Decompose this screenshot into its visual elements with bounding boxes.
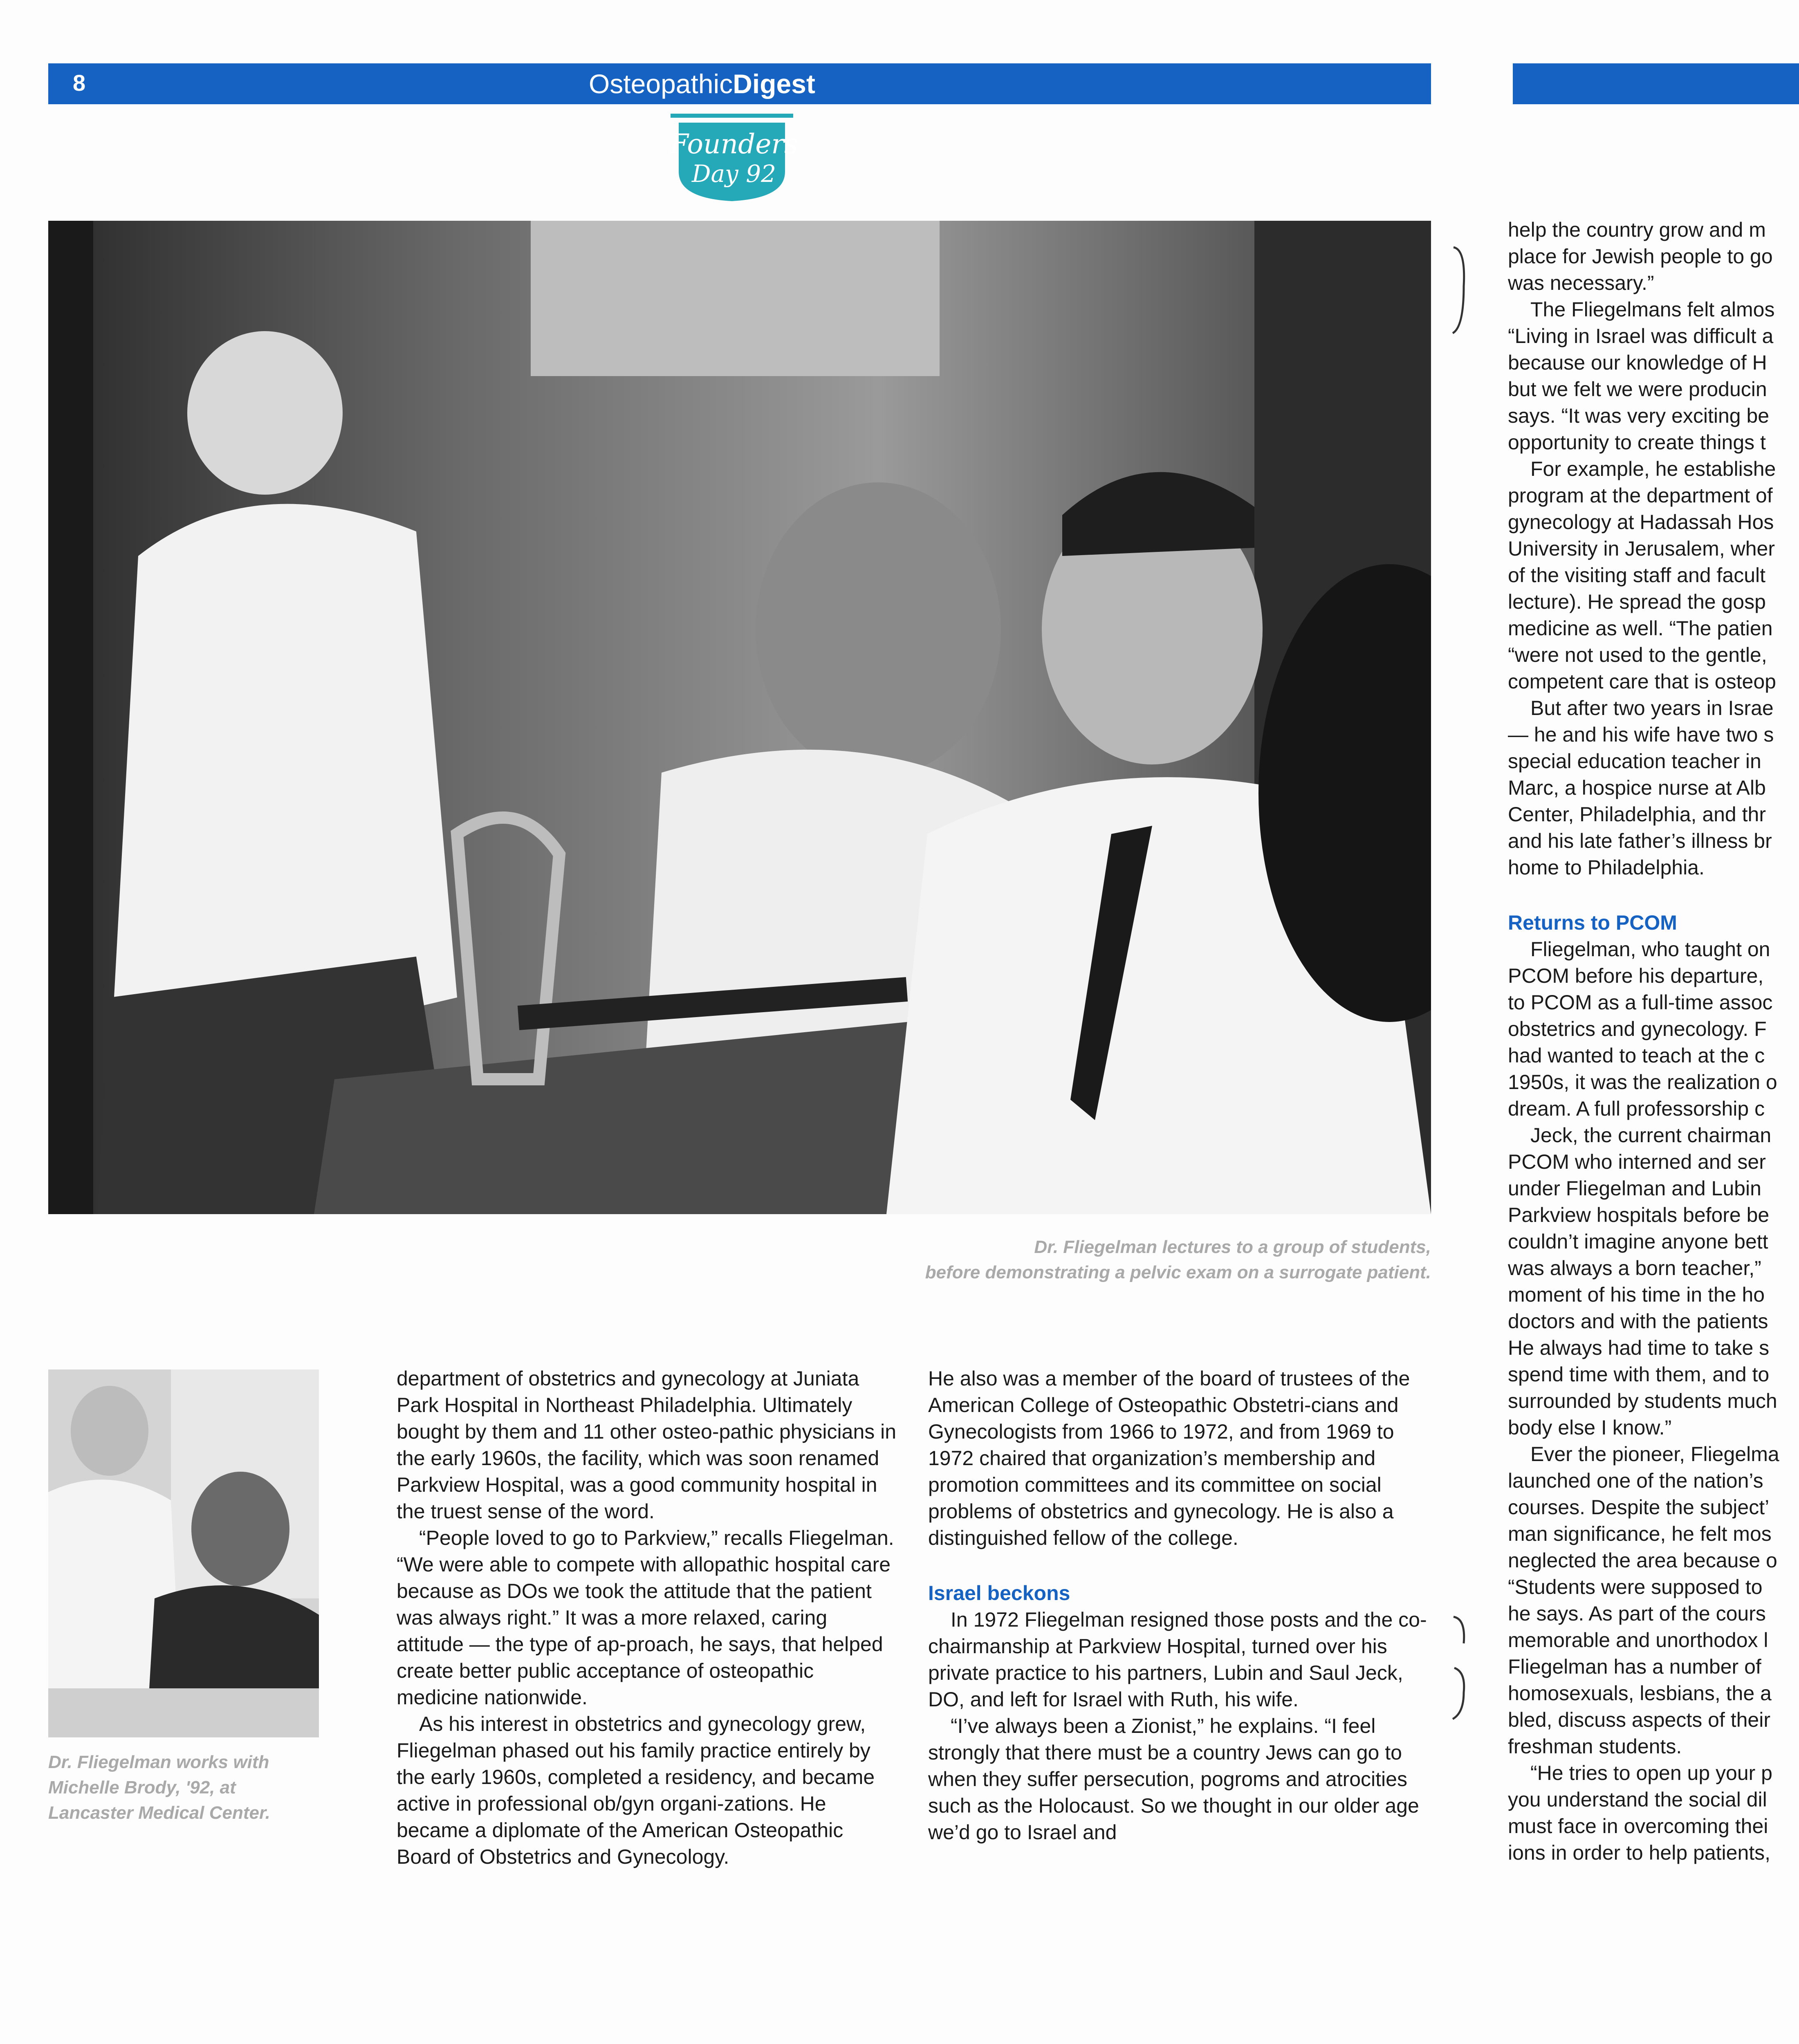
text-line: to PCOM as a full-time assoc: [1508, 991, 1773, 1014]
paragraph: In 1972 Fliegelman resigned those posts and the co-chairmanship at Parkview Hospital, turned over his private practice to his partners, Lubin and Saul Jeck, DO, and left for Israel with Ruth, his wife.: [928, 1608, 1427, 1711]
text-line: launched one of the nation’s: [1508, 1469, 1763, 1492]
text-line: courses. Despite the subject’: [1508, 1496, 1770, 1519]
text-line: surrounded by students much: [1508, 1390, 1777, 1412]
text-line: and his late father’s illness br: [1508, 829, 1772, 852]
margin-bracket: [1449, 245, 1474, 335]
text-line: gynecology at Hadassah Hos: [1508, 511, 1774, 533]
section-heading: Israel beckons: [928, 1582, 1070, 1605]
section-heading: Returns to PCOM: [1508, 911, 1677, 934]
article-column-2: [928, 1365, 1431, 1846]
main-caption-line: Dr. Fliegelman lectures to a group of students,: [1034, 1237, 1431, 1257]
founders-day-logo: [662, 110, 801, 204]
text-line: neglected the area because o: [1508, 1549, 1777, 1572]
text-line: had wanted to teach at the c: [1508, 1044, 1765, 1067]
text-line: because our knowledge of H: [1508, 351, 1767, 374]
text-line: but we felt we were producin: [1508, 378, 1767, 401]
text-line: obstetrics and gynecology. F: [1508, 1018, 1767, 1040]
text-line: must face in overcoming thei: [1508, 1815, 1768, 1838]
paragraph: “I’ve always been a Zionist,” he explains. “I feel strongly that there must be a country Jews can go to when they suffer persecution, pogroms and atrocities such as the Holocaust. So we thought in our older age we’d go to Israel and: [928, 1715, 1419, 1844]
text-line: program at the department of: [1508, 484, 1773, 507]
text-line: bled, discuss aspects of their: [1508, 1708, 1770, 1731]
small-photo-caption: [48, 1750, 334, 1826]
column-3-part-a: [1508, 217, 1799, 881]
page-number: 8: [73, 70, 86, 96]
text-line: “He tries to open up your p: [1530, 1762, 1772, 1784]
text-line: special education teacher in: [1508, 750, 1761, 773]
text-line: Parkview hospitals before be: [1508, 1204, 1770, 1226]
text-line: medicine as well. “The patien: [1508, 617, 1773, 640]
text-line: Marc, a hospice nurse at Alb: [1508, 776, 1766, 799]
text-line: University in Jerusalem, wher: [1508, 537, 1775, 560]
text-line: he says. As part of the cours: [1508, 1602, 1766, 1625]
text-line: of the visiting staff and facult: [1508, 564, 1766, 587]
text-line: Center, Philadelphia, and thr: [1508, 803, 1766, 826]
text-line: lecture). He spread the gosp: [1508, 590, 1766, 613]
paragraph: As his interest in obstetrics and gynecology grew, Fliegelman phased out his family practice entirely by the early 1960s, completed a residency, and became active in professional ob/gyn organi-zations. He became a diplomate of the American Osteopathic Board of Obstetrics and Gynecology.: [397, 1712, 875, 1868]
main-photo: [48, 221, 1431, 1214]
article-column-1: [397, 1365, 900, 1870]
small-caption-line: Lancaster Medical Center.: [48, 1803, 270, 1823]
text-line: But after two years in Israe: [1530, 697, 1774, 719]
header-band-right: [1513, 63, 1799, 104]
column-3-part-b: [1508, 936, 1799, 1866]
main-caption-line: before demonstrating a pelvic exam on a surrogate patient.: [925, 1262, 1431, 1282]
text-line: Fliegelman, who taught on: [1530, 938, 1770, 961]
paragraph: “People loved to go to Parkview,” recalls Fliegelman. “We were able to compete with allopathic hospital care because as DOs we took the attitude that the patient was always right.” It was a more relaxed, caring attitude — the type of ap-proach, he says, that helped create better public acceptance of osteopathic medicine nationwide.: [397, 1526, 894, 1709]
text-line: competent care that is osteop: [1508, 670, 1776, 693]
text-line: He always had time to take s: [1508, 1336, 1770, 1359]
text-line: man significance, he felt mos: [1508, 1522, 1772, 1545]
masthead-bold: Digest: [733, 69, 815, 99]
text-line: opportunity to create things t: [1508, 431, 1766, 454]
masthead: [589, 65, 957, 102]
text-line: was necessary.”: [1508, 271, 1654, 294]
text-line: “were not used to the gentle,: [1508, 643, 1767, 666]
margin-bracket: [1449, 1615, 1474, 1721]
small-photo: [48, 1369, 319, 1737]
text-line: — he and his wife have two s: [1508, 723, 1774, 746]
text-line: doctors and with the patients: [1508, 1310, 1768, 1333]
text-line: memorable and unorthodox l: [1508, 1629, 1768, 1652]
main-photo-caption: [777, 1235, 1431, 1285]
text-line: Jeck, the current chairman: [1530, 1124, 1772, 1147]
paragraph: department of obstetrics and gynecology at Juniata Park Hospital in Northeast Philadelphia. Ultimately bought by them and 11 other osteo-pathic physicians in the early 1960s, the facility, which was soon renamed Parkview Hospital, was a good community hospital in the truest sense of the word.: [397, 1367, 897, 1523]
text-line: Fliegelman has a number of: [1508, 1655, 1761, 1678]
text-line: freshman students.: [1508, 1735, 1682, 1758]
text-line: was always a born teacher,”: [1508, 1257, 1761, 1280]
paragraph: He also was a member of the board of trustees of the American College of Osteopathic Obstetri-cians and Gynecologists from 1966 to 1972, and from 1969 to 1972 chaired that organization’s membership and promotion committees and its committee on social problems of obstetrics and gynecology. He is also a distinguished fellow of the college.: [928, 1367, 1410, 1549]
text-line: homosexuals, lesbians, the a: [1508, 1682, 1772, 1705]
text-line: says. “It was very exciting be: [1508, 404, 1770, 427]
text-line: couldn’t imagine anyone bett: [1508, 1230, 1768, 1253]
text-line: For example, he establishe: [1530, 457, 1776, 480]
logo-line2: Day 92: [691, 160, 776, 188]
text-line: “Living in Israel was difficult a: [1508, 325, 1774, 347]
text-line: dream. A full professorship c: [1508, 1097, 1765, 1120]
small-caption-line: Dr. Fliegelman works with: [48, 1752, 269, 1772]
text-line: The Fliegelmans felt almos: [1530, 298, 1775, 321]
text-line: you understand the social dil: [1508, 1788, 1767, 1811]
article-column-3: [1508, 217, 1799, 1893]
text-line: ions in order to help patients,: [1508, 1841, 1771, 1864]
masthead-light: Osteopathic: [589, 69, 733, 99]
text-line: help the country grow and m: [1508, 218, 1766, 241]
text-line: PCOM before his departure,: [1508, 964, 1764, 987]
text-line: under Fliegelman and Lubin: [1508, 1177, 1761, 1200]
text-line: “Students were supposed to: [1508, 1576, 1763, 1598]
text-line: moment of his time in the ho: [1508, 1283, 1765, 1306]
logo-line1: Founders: [670, 128, 798, 160]
text-line: PCOM who interned and ser: [1508, 1150, 1766, 1173]
text-line: spend time with them, and to: [1508, 1363, 1770, 1386]
small-caption-line: Michelle Brody, '92, at: [48, 1777, 236, 1797]
text-line: body else I know.”: [1508, 1416, 1672, 1439]
text-line: Ever the pioneer, Fliegelma: [1530, 1443, 1779, 1466]
text-line: 1950s, it was the realization o: [1508, 1071, 1777, 1094]
text-line: home to Philadelphia.: [1508, 856, 1705, 879]
text-line: place for Jewish people to go: [1508, 245, 1773, 268]
